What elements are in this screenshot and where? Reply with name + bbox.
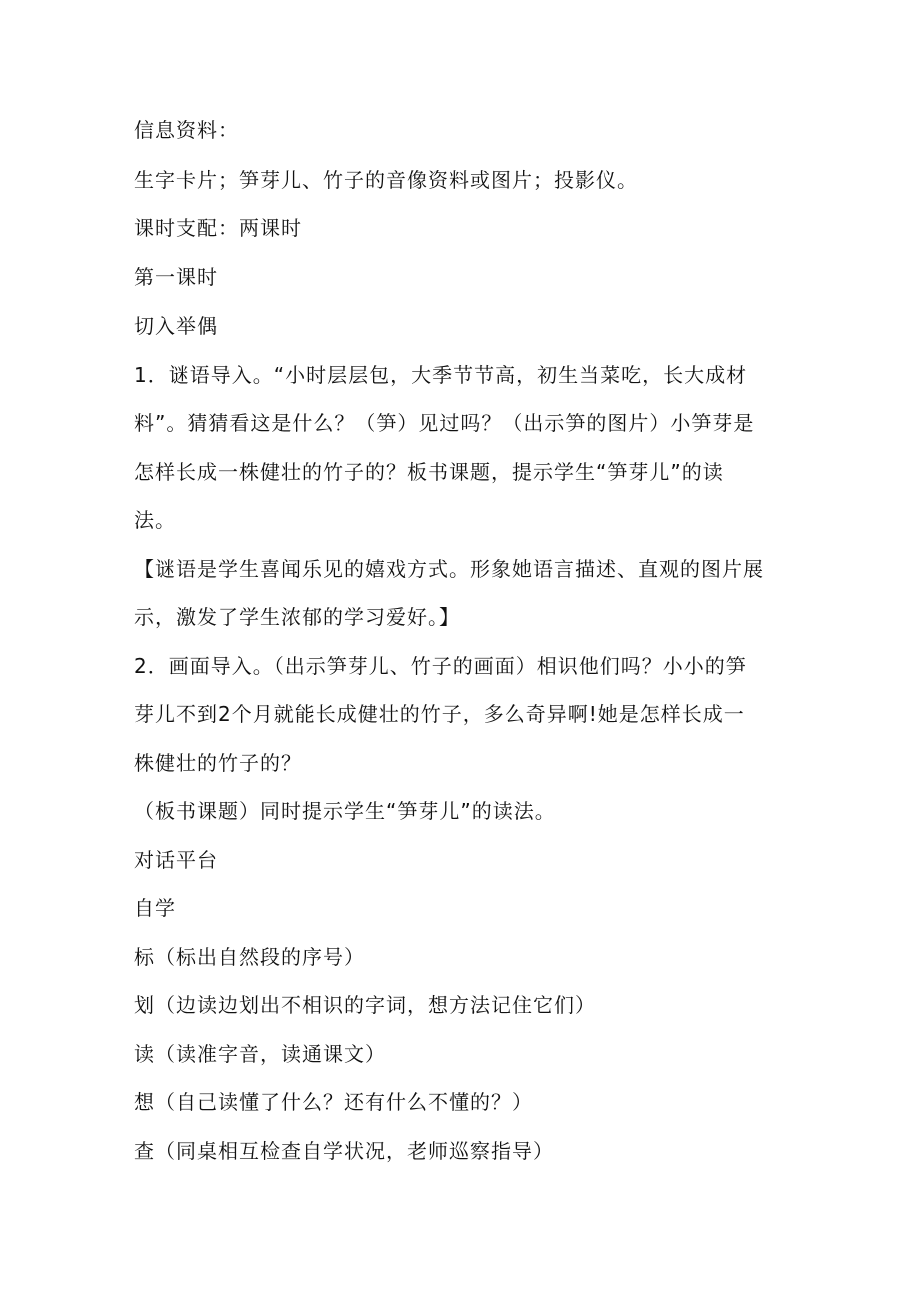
line-picture-1: 2．画面导入。（出示笋芽儿、竹子的画面）相识他们吗？小小的笋: [134, 654, 747, 678]
line-info-materials: 信息资料：: [134, 118, 239, 142]
line-read-aloud: 读（读准字音，读通课文）: [134, 1042, 386, 1066]
line-riddle-1: 1．谜语导入。“小时层层包，大季节节高，初生当菜吃，长大成材: [134, 363, 748, 387]
line-picture-2: 芽儿不到2个月就能长成健壮的竹子，多么奇异啊!她是怎样长成一: [134, 702, 745, 726]
line-mark-paragraphs: 标（标出自然段的序号）: [134, 945, 365, 969]
line-picture-3: 株健壮的竹子的？: [134, 751, 302, 775]
line-comment-1: 【谜语是学生喜闻乐见的嬉戏方式。形象她语言描述、直观的图片展: [134, 557, 764, 581]
line-comment-2: 示，激发了学生浓郁的学习爱好。】: [134, 605, 460, 629]
line-underline-words: 划（边读边划出不相识的字词，想方法记住它们）: [134, 993, 596, 1017]
line-dialogue-platform: 对话平台: [134, 848, 218, 872]
line-riddle-4: 法。: [134, 508, 176, 532]
line-introduction-heading: 切入举偶: [134, 314, 218, 338]
line-first-lesson: 第一课时: [134, 265, 218, 289]
line-check: 查（同桌相互检查自学状况，老师巡察指导）: [134, 1139, 554, 1163]
line-materials-list: 生字卡片；笋芽儿、竹子的音像资料或图片；投影仪。: [134, 168, 638, 192]
line-self-study: 自学: [134, 896, 176, 920]
line-think: 想（自己读懂了什么？还有什么不懂的？）: [134, 1090, 533, 1114]
line-class-hours: 课时支配：两课时: [134, 216, 302, 240]
line-riddle-2: 料”。猜猜看这是什么？（笋）见过吗？（出示笋的图片）小笋芽是: [134, 411, 755, 435]
line-riddle-3: 怎样长成一株健壮的竹子的？板书课题，提示学生“笋芽儿”的读: [134, 460, 724, 484]
line-board-title: （板书课题）同时提示学生“笋芽儿”的读法。: [134, 799, 556, 823]
